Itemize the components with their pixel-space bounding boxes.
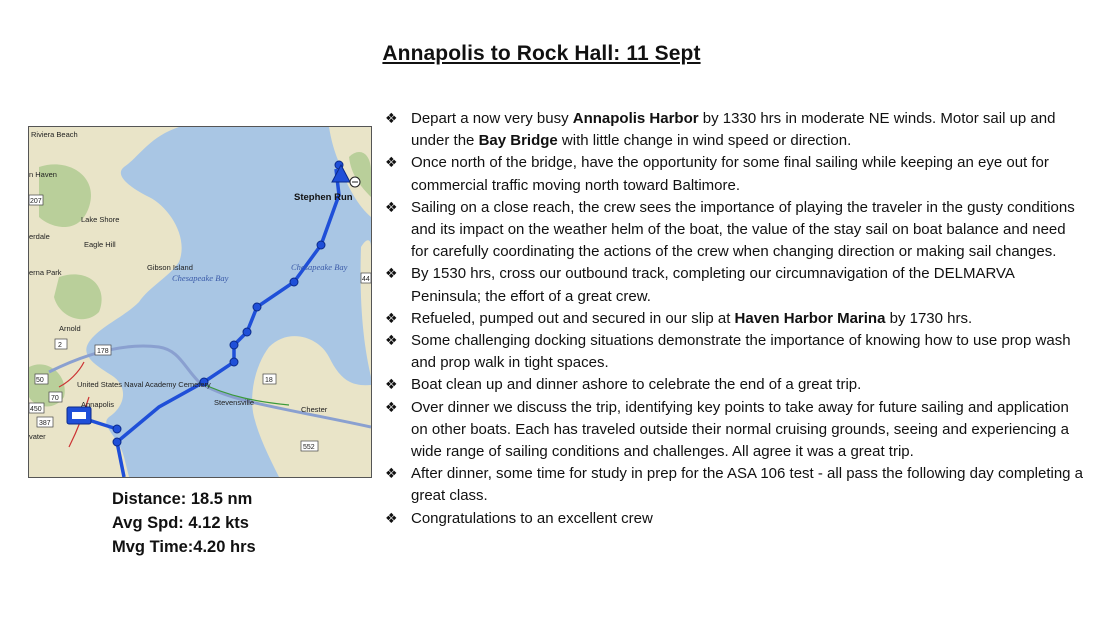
svg-text:387: 387	[39, 420, 51, 427]
map-canvas	[29, 127, 371, 477]
text-span: by 1730 hrs.	[885, 309, 973, 327]
svg-text:18: 18	[265, 377, 273, 384]
svg-text:450: 450	[30, 406, 42, 413]
label-eagle-hill: Eagle Hill	[84, 240, 116, 249]
label-arnold: Arnold	[59, 324, 81, 333]
stat-moving-time: Mvg Time:4.20 hrs	[112, 538, 256, 556]
svg-text:207: 207	[30, 198, 42, 205]
list-item	[385, 308, 1085, 330]
stat-avg-speed: Avg Spd: 4.12 kts	[112, 514, 249, 532]
trip-stats	[112, 487, 256, 559]
trip-notes-list	[385, 108, 1085, 530]
bold-term: Haven Harbor Marina	[734, 309, 886, 327]
text-span: Depart a now very busy	[411, 110, 573, 127]
label-chesapeake-bay-2: Chesapeake Bay	[291, 262, 348, 272]
label-stevensville: Stevensville	[214, 398, 255, 407]
text-span: Once north of the bridge, have the opportunity for some final sailing while keeping an eye out for commercial traffic moving north toward Baltimore.	[411, 154, 1049, 194]
text-span: Sailing on a close reach, the crew sees the importance of playing the traveler in the gusty conditions and its impact on the weather helm of the boat, the value of the stay sail on boat balance and need for carefully coordinating the actions of the crew when changing direction or making sail changes.	[411, 198, 1075, 261]
list-item	[385, 197, 1085, 264]
svg-text:2: 2	[58, 342, 62, 349]
text-span: Congratulations to an excellent crew	[411, 509, 653, 527]
text-span: After dinner, some time for study in prep for the ASA 106 test - all pass the following day completing a great class.	[411, 465, 1084, 505]
label-chesapeake-bay: Chesapeake Bay	[172, 273, 229, 283]
list-item	[385, 397, 1085, 464]
label-riviera-beach: Riviera Beach	[31, 130, 78, 139]
label-lake-shore: Lake Shore	[81, 215, 120, 224]
label-erdale: erdale	[29, 232, 50, 241]
label-usna: United States Naval Academy Cemetery	[77, 380, 211, 389]
bold-term: Annapolis Harbor	[572, 110, 699, 127]
list-item	[385, 463, 1085, 507]
list-item	[385, 263, 1085, 307]
list-item	[385, 108, 1085, 152]
text-span: Refueled, pumped out and secured in our slip at	[411, 309, 735, 327]
list-item	[385, 152, 1085, 196]
svg-text:44: 44	[362, 276, 370, 283]
route-map	[28, 126, 372, 478]
text-span: Some challenging docking situations demonstrate the importance of knowing how to use prop wash and prop walk in tight spaces.	[411, 332, 1071, 372]
svg-text:50: 50	[36, 377, 44, 384]
text-span: Boat clean up and dinner ashore to celebrate the end of a great trip.	[411, 376, 862, 394]
bold-term: Bay Bridge	[478, 132, 558, 150]
page-title: Annapolis to Rock Hall: 11 Sept	[382, 42, 701, 65]
label-chester: Chester	[301, 405, 328, 414]
label-stephen-run: Stephen Run	[294, 192, 353, 203]
list-item	[385, 330, 1085, 374]
list-item	[385, 508, 1085, 530]
list-item	[385, 374, 1085, 396]
label-haven: n Haven	[29, 170, 57, 179]
svg-text:70: 70	[51, 395, 59, 402]
svg-text:178: 178	[97, 348, 109, 355]
label-vater: vater	[29, 432, 46, 441]
label-erna-park: erna Park	[29, 268, 62, 277]
text-span: by 1330 hrs in moderate NE winds. Motor sail up and under the	[411, 110, 1056, 150]
text-span: Over dinner we discuss the trip, identifying key points to take away for future sailing and application on other boats. Each has traveled outside their normal cruising grounds, seeing and experiencing a wide range of sailing conditions and challenges. All agree it was a great trip.	[411, 398, 1069, 461]
svg-text:552: 552	[303, 444, 315, 451]
label-annapolis: Annapolis	[81, 400, 114, 409]
label-gibson-island: Gibson Island	[147, 263, 193, 272]
text-span: By 1530 hrs, cross our outbound track, completing our circumnavigation of the DELMARVA Peninsula; the effort of a great crew.	[411, 265, 1015, 305]
stat-distance: Distance: 18.5 nm	[112, 490, 253, 508]
text-span: with little change in wind speed or direction.	[557, 132, 852, 150]
